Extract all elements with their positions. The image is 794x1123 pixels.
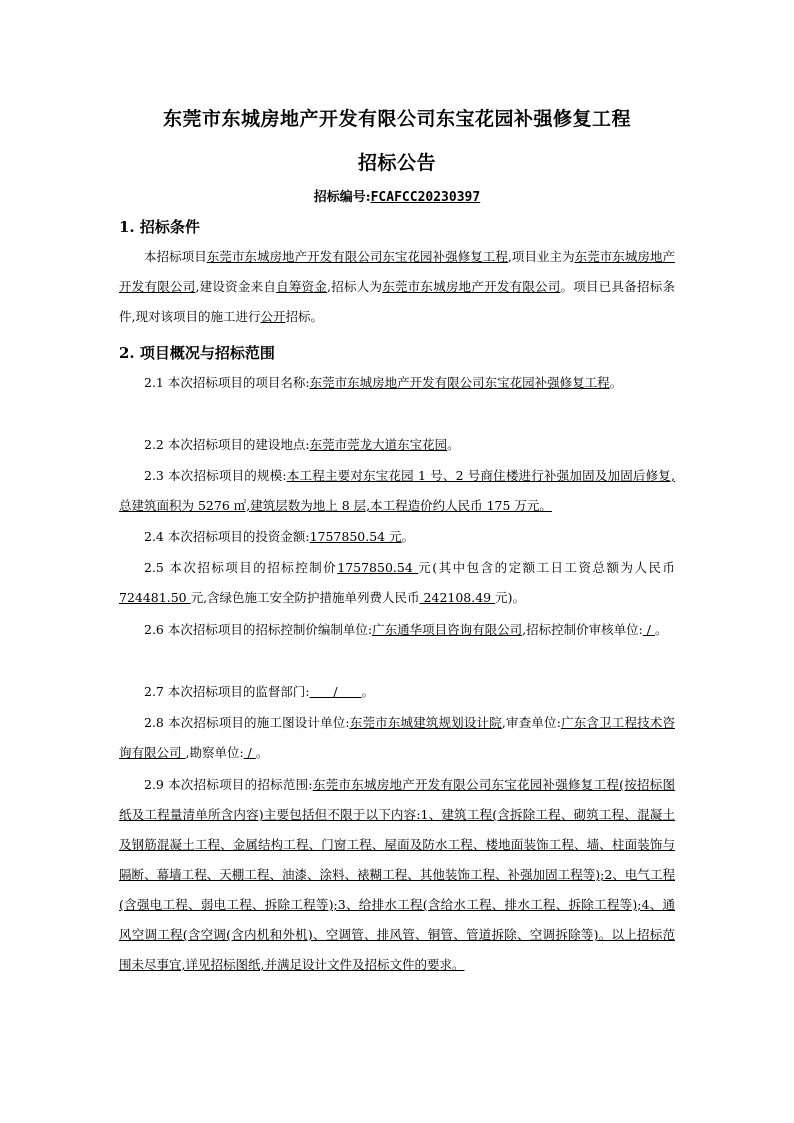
document-title: 东莞市东城房地产开发有限公司东宝花园补强修复工程 [162,108,631,130]
label: 2.7 本次招标项目的监督部门: [144,684,310,699]
text: 。 [654,622,668,637]
text: 元(其中包含的定额工日工资总额为人民币 [418,560,675,575]
text: 。 [361,684,374,699]
document-subtitle: 招标公告 [357,152,436,174]
text: 。 [401,529,415,544]
value: 1757850.54 元 [309,529,402,544]
text: 元,含绿色施工安全防护措施单列费人民币 [190,590,420,605]
item-2-5 [119,553,675,613]
label: 2.1 本次招标项目的项目名称: [144,375,310,390]
value: 东莞市东城房地产开发有限公司东宝花园补强修复工程 [309,375,610,390]
label: 2.2 本次招标项目的建设地点: [144,437,310,452]
fund-source: 自筹资金 [276,279,328,294]
item-2-6 [119,615,675,645]
value: / [642,622,655,637]
value: 东莞市莞龙大道东宝花园 [309,437,448,452]
text: 2.8 本次招标项目的施工图设计单位: [144,715,350,730]
text: 2.6 本次招标项目的招标控制价编制单位: [144,622,373,637]
project-owner: 东莞市东城房地产开发有限公司 [119,249,675,294]
item-2-9 [119,770,675,980]
label: 2.4 本次招标项目的投资金额: [144,529,310,544]
section1-heading: 1. 招标条件 [119,218,200,236]
section2-heading: 2. 项目概况与招标范围 [119,344,275,362]
text: ,建设资金来自 [195,279,277,294]
item-2-4 [119,522,675,552]
text: 。 [255,745,269,760]
text: ,项目业主为 [507,249,575,264]
label: 2.9 本次招标项目的招标范围: [144,777,313,792]
text: 。 [447,437,460,452]
item-2-7 [119,677,675,707]
text: ,审查单位: [501,715,561,730]
value: 东莞市东城房地产开发有限公司东宝花园补强修复工程(按招标图纸及工程量清单所含内容)主要包括但不限于以下内容:1、建筑工程(含拆除工程、砌筑工程、混凝土及钢筋混凝土工程、金属结构工程、门窗工程、屋面及防水工程、楼地面装饰工程、墙、柱面装饰与隔断、幕墙工程、天棚工程、油漆、涂料、裱糊工程、其他装饰工程、补强加固工程等);2、电气工程(含强电工程、弱电工程、拆除工程等);3、给排水工程(含给水工程、排水工程、拆除工程等);4、通风空调工程(含空调(含内机和外机)、空调管、排风管、铜管、管道拆除、空调拆除等)。以上招标范围未尽事宜,详见招标图纸,并满足设计文件及招标文件的要求。 [119,777,675,972]
item-2-3 [119,461,675,521]
item-2-1 [119,368,675,398]
section1-paragraph [119,242,675,332]
value: 广东含卫工程技术咨询有限公司 [119,715,675,760]
text: 。项目已具备招标条件,现对该项目的施工进行 [119,279,675,324]
tenderer: 东莞市东城房地产开发有限公司 [382,279,561,294]
label: 2.3 本次招标项目的规模: [144,468,287,483]
tender-method: 公开 [260,309,286,324]
value: 1757850.54 [337,560,419,575]
text: 2.5 本次招标项目的招标控制价 [144,560,338,575]
item-2-8 [119,708,675,768]
text: ,招标人为 [327,279,383,294]
tender-code [0,186,794,205]
item-2-2 [119,430,675,460]
value: 724481.50 [119,590,191,605]
tender-code-value: FCAFCC20230397 [370,190,481,205]
value: / [309,684,362,699]
value: 242108.49 [419,590,496,605]
tender-code-label: 招标编号: [313,190,371,205]
value: / [243,745,256,760]
value: 广东通华项目咨询有限公司 [372,622,523,637]
text: ,招标控制价审核单位: [522,622,643,637]
value: 本工程主要对东宝花园 1 号、2 号商住楼进行补强加固及加固后修复,总建筑面积为 5276 ㎡,建筑层数为地上 8 层,本工程造价约人民币 175 万元。 [119,468,675,513]
project-name: 东莞市东城房地产开发有限公司东宝花园补强修复工程 [206,249,508,264]
text: 本招标项目 [144,249,207,264]
text: ,勘察单位: [185,745,244,760]
value: 东莞市东城建筑规划设计院 [349,715,502,730]
text: 招标。 [285,309,324,324]
text: 。 [609,375,623,390]
text: 元)。 [495,590,525,605]
